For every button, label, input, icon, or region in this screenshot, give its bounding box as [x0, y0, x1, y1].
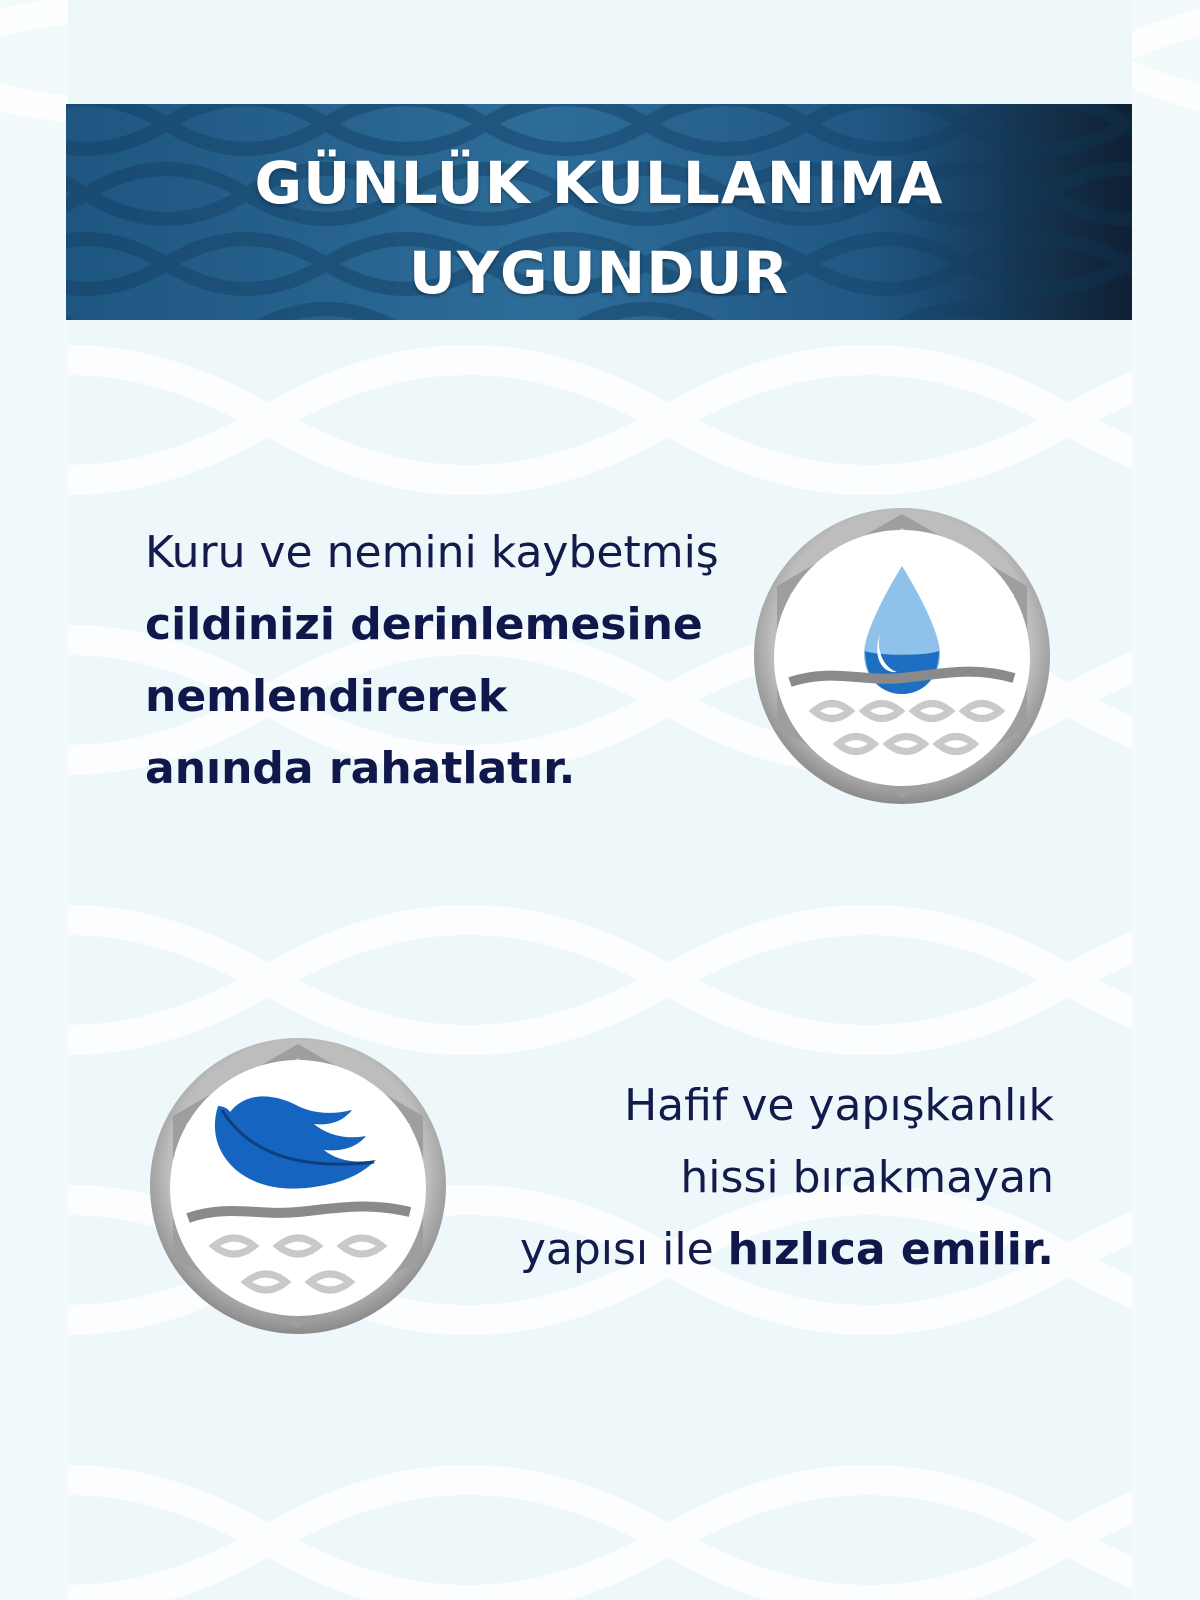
feature1-line-3: nemlendirerek: [145, 671, 508, 722]
feature2-line-3: [520, 1214, 1054, 1286]
feature1-line-2: cildinizi derinlemesine: [145, 599, 703, 650]
page-title: [66, 138, 1132, 318]
feature2-line-3-regular: yapısı ile: [519, 1224, 728, 1275]
feature-absorption-text: [520, 1070, 1054, 1286]
feature1-line-1: Kuru ve nemini kaybetmiş: [145, 527, 719, 578]
feather-icon: [148, 1036, 448, 1336]
feature2-line-3-bold: hızlıca emilir.: [727, 1224, 1054, 1275]
water-drop-icon: [752, 506, 1052, 806]
title-line-2: UYGUNDUR: [408, 239, 790, 307]
feature2-line-2: hissi bırakmayan: [680, 1152, 1054, 1203]
feature2-line-1: Hafif ve yapışkanlık: [624, 1080, 1054, 1131]
feature1-line-4: anında rahatlatır.: [145, 743, 576, 794]
title-line-1: GÜNLÜK KULLANIMA: [254, 149, 944, 217]
header-banner: [66, 104, 1132, 320]
feature-moisturizing-text: [145, 517, 719, 805]
